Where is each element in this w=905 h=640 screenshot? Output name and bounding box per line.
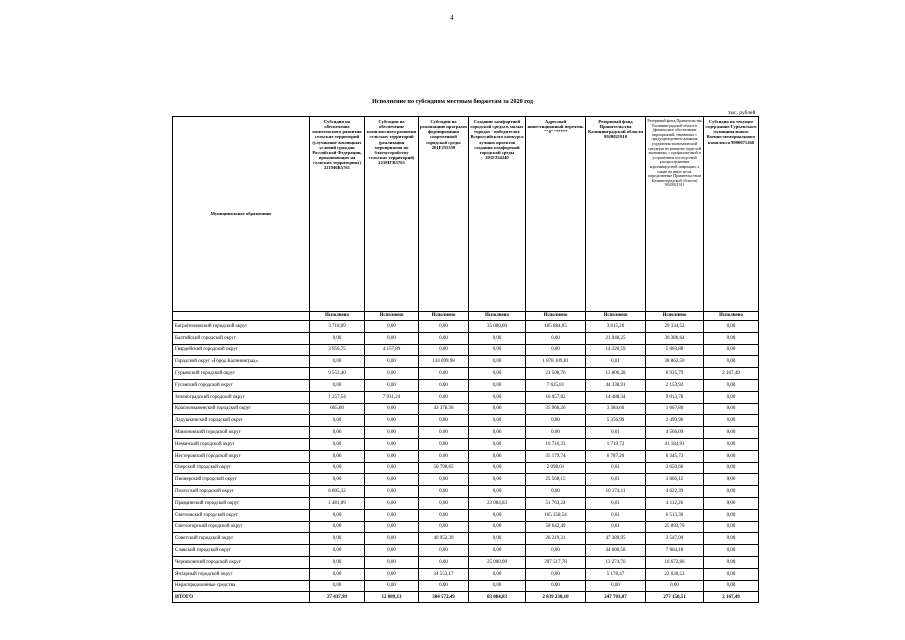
table-cell: 16 057,82 (526, 391, 586, 403)
municipality-name: Нестеровский городской округ (173, 450, 310, 462)
table-cell: 30 386,64 (646, 332, 704, 344)
header-row (173, 117, 759, 312)
subheader-cell: Исполнено (365, 312, 419, 321)
table-row (173, 545, 759, 557)
table-row (173, 533, 759, 545)
table-cell: 165 358,54 (526, 509, 586, 521)
table-cell: 0,00 (310, 427, 365, 439)
table-cell: 0,00 (469, 474, 526, 486)
subsidy-table (172, 116, 759, 603)
table-cell: 0,00 (646, 580, 704, 592)
total-cell: 27 437,99 (310, 592, 365, 603)
table-cell: 34 553,17 (419, 568, 469, 580)
table-cell: 0,00 (586, 580, 646, 592)
municipality-name: Городской округ «Город Калининград» (173, 356, 310, 368)
table-cell: 0,00 (365, 533, 419, 545)
municipality-name: Черняховский городской округ (173, 556, 310, 568)
table-cell: 3 384,66 (586, 403, 646, 415)
table-cell: 3 956,75 (310, 344, 365, 356)
municipality-name: Полесский городской округ (173, 486, 310, 498)
municipality-name: Гвардейский городской округ (173, 344, 310, 356)
table-cell: 0,00 (365, 415, 419, 427)
table-cell: 0,00 (704, 556, 759, 568)
table-row (173, 521, 759, 533)
table-cell: 0,00 (310, 462, 365, 474)
table-cell: 0,00 (704, 450, 759, 462)
table-cell: 0,00 (704, 438, 759, 450)
table-cell: 0,00 (419, 332, 469, 344)
total-cell: 247 703,07 (586, 592, 646, 603)
table-row (173, 462, 759, 474)
municipality-name: Правдинский городской округ (173, 497, 310, 509)
table-row (173, 438, 759, 450)
table-cell: 0,00 (704, 474, 759, 486)
table-cell: 0,01 (586, 356, 646, 368)
table-cell: 0,00 (365, 580, 419, 592)
table-cell: 0,00 (310, 450, 365, 462)
table-cell: 0,01 (586, 521, 646, 533)
table-row (173, 474, 759, 486)
table-cell: 0,00 (419, 415, 469, 427)
total-cell: 12 089,13 (365, 592, 419, 603)
table-cell: 0,00 (365, 438, 419, 450)
table-row (173, 497, 759, 509)
table-cell: 0,00 (469, 344, 526, 356)
table-cell: 44 338,91 (586, 379, 646, 391)
table-cell: 0,00 (526, 580, 586, 592)
table-cell: 0,00 (526, 415, 586, 427)
table-cell: 6 805,32 (310, 486, 365, 498)
table-cell: 1 067,80 (646, 403, 704, 415)
table-cell: 0,00 (704, 497, 759, 509)
table-cell: 0,00 (419, 509, 469, 521)
table-cell: 0,00 (526, 545, 586, 557)
total-cell: 83 084,83 (469, 592, 526, 603)
table-cell: 16 716,33 (526, 438, 586, 450)
table-cell: 0,00 (704, 356, 759, 368)
table-cell: 58 642,49 (526, 521, 586, 533)
table-cell: 4 112,26 (646, 497, 704, 509)
table-cell: 0,01 (586, 509, 646, 521)
table-cell: 9 553,40 (310, 368, 365, 380)
table-cell: 0,00 (526, 427, 586, 439)
table-cell: 5 178,47 (586, 568, 646, 580)
table-cell: 3 866,12 (646, 474, 704, 486)
table-body (173, 321, 759, 592)
table-cell: 44 000,58 (586, 545, 646, 557)
municipality-name: Озерский городской округ (173, 462, 310, 474)
table-row (173, 379, 759, 391)
table-cell: 0,00 (419, 344, 469, 356)
table-cell: 0,00 (469, 403, 526, 415)
table-cell: 0,01 (586, 462, 646, 474)
total-row (173, 592, 759, 603)
table-cell: 0,00 (526, 486, 586, 498)
table-cell: 0,00 (310, 332, 365, 344)
table-row (173, 321, 759, 333)
table-cell: 3 650,66 (646, 462, 704, 474)
table-cell: 47 389,95 (586, 533, 646, 545)
table-cell: 0,01 (586, 474, 646, 486)
table-row (173, 332, 759, 344)
table-cell: 21 048,25 (586, 332, 646, 344)
table-cell: 10 672,86 (646, 556, 704, 568)
table-cell: 0,00 (365, 545, 419, 557)
table-cell: 0,00 (310, 568, 365, 580)
column-header: Резервный фонд Правительства Калининградской области (финансовое обеспечение мероприятий, связанных с предупреждением влияния ухудшения экономической ситуации на развитие отраслей экономики, с профилактикой и устранением последствий распространения коронавирусной инфекции, а также на иные цели, определенные Правительством Калининградской области) 9920021911 (646, 117, 704, 312)
total-cell: 2 167,49 (704, 592, 759, 603)
table-cell: 0,00 (419, 438, 469, 450)
column-header: Резервный фонд Правительства Калининградской области 9920021910 (586, 117, 646, 312)
table-cell: 0,00 (310, 556, 365, 568)
table-cell: 50 798,65 (419, 462, 469, 474)
table-cell: 38 862,50 (646, 356, 704, 368)
table-row (173, 391, 759, 403)
municipality-name: Неманский городской округ (173, 438, 310, 450)
table-cell: 2 167,49 (704, 368, 759, 380)
table-cell: 13 806,28 (586, 368, 646, 380)
table-cell: 0,00 (704, 379, 759, 391)
table-row (173, 450, 759, 462)
table-cell: 6 345,73 (646, 450, 704, 462)
table-cell: 0,00 (704, 533, 759, 545)
subheader-row (173, 312, 759, 321)
table-cell: 2 547,00 (646, 533, 704, 545)
municipality-name: Гурьевский городской округ (173, 368, 310, 380)
table-cell: 25 000,00 (469, 556, 526, 568)
table-cell: 0,00 (469, 379, 526, 391)
column-header: Субсидия на текущее содержание Гурьевского муниципального Военно-мемориального комплекса 9990071260 (704, 117, 759, 312)
table-cell: 0,00 (704, 486, 759, 498)
subheader-cell: Исполнено (586, 312, 646, 321)
table-cell: 0,00 (310, 379, 365, 391)
municipality-name: Славский городской округ (173, 545, 310, 557)
table-row (173, 403, 759, 415)
table-cell: 0,00 (419, 521, 469, 533)
table-row (173, 486, 759, 498)
table-cell: 1 878 109,81 (526, 356, 586, 368)
municipality-name: Пионерский городской округ (173, 474, 310, 486)
column-header: Субсидии на обеспечение комплексного развития сельских территорий (реализация мероприятия по благоустройству сельских территорий) 223МГR5763 (365, 117, 419, 312)
municipality-name: Советский городской округ (173, 533, 310, 545)
table-cell: 6 787,20 (586, 450, 646, 462)
table-cell: 0,00 (704, 521, 759, 533)
table-cell: 0,00 (419, 450, 469, 462)
table-cell: 7 931,24 (365, 391, 419, 403)
table-cell: 29 334,52 (646, 321, 704, 333)
table-cell: 0,00 (469, 415, 526, 427)
municipality-name: Светловский городской округ (173, 509, 310, 521)
table-cell: 0,00 (704, 321, 759, 333)
table-cell: 0,00 (310, 533, 365, 545)
table-cell: 0,00 (310, 580, 365, 592)
table-row (173, 568, 759, 580)
table-cell: 0,00 (419, 379, 469, 391)
table-cell: 0,00 (704, 462, 759, 474)
table-cell: 0,00 (310, 509, 365, 521)
table-cell: 0,00 (365, 521, 419, 533)
table-cell: 0,00 (419, 391, 469, 403)
table-cell: 0,00 (310, 545, 365, 557)
subheader-cell: Исполнено (526, 312, 586, 321)
municipality-name: Зеленоградский городской округ (173, 391, 310, 403)
table-cell: 7 625,81 (526, 379, 586, 391)
table-cell: 2 098,01 (526, 462, 586, 474)
table-cell: 14 488,34 (586, 391, 646, 403)
table-cell: 13 274,76 (586, 556, 646, 568)
table-cell: 0,00 (469, 391, 526, 403)
table-cell: 0,00 (365, 509, 419, 521)
table-cell: 0,00 (469, 580, 526, 592)
municipality-name: Гусевский городской округ (173, 379, 310, 391)
table-cell: 6 513,30 (646, 509, 704, 521)
column-header: Субсидии на обеспечение комплексного развития сельских территорий (улучшение жилищных условий граждан Российской Федерации, проживающих на сельских территориях) 221М6R5761 (310, 117, 365, 312)
table-cell: 0,00 (419, 474, 469, 486)
table-cell: 0,00 (310, 521, 365, 533)
table-cell: 3 718,09 (310, 321, 365, 333)
table-cell: 0,00 (469, 332, 526, 344)
units-label: тыс. рублей (728, 110, 756, 116)
subheader-cell: Исполнено (419, 312, 469, 321)
table-cell: 105 884,05 (526, 321, 586, 333)
subheader-cell: Исполнено (469, 312, 526, 321)
table-cell: 0,00 (704, 568, 759, 580)
total-cell: 277 150,51 (646, 592, 704, 603)
table-cell: 0,00 (365, 556, 419, 568)
table-cell: 0,00 (365, 427, 419, 439)
table-cell: 1 257,54 (310, 391, 365, 403)
table-cell: 8 935,79 (646, 368, 704, 380)
table-cell: 0,00 (704, 427, 759, 439)
table-cell: 2 153,92 (646, 379, 704, 391)
table-row (173, 415, 759, 427)
table-cell: 0,00 (365, 403, 419, 415)
municipality-name: Янтарный городской округ (173, 568, 310, 580)
table-cell: 0,00 (365, 368, 419, 380)
table-row (173, 427, 759, 439)
table-cell: 0,00 (310, 474, 365, 486)
table-cell: 0,00 (704, 545, 759, 557)
table-cell: 0,00 (469, 356, 526, 368)
table-cell: 4 566,09 (646, 427, 704, 439)
document-title: Исполнение по субсидиям местным бюджетам за 2020 год (372, 98, 533, 105)
table-row (173, 344, 759, 356)
table-cell: 2 499,96 (646, 415, 704, 427)
municipality-name: Мамоновский городской округ (173, 427, 310, 439)
table-cell: 0,00 (469, 368, 526, 380)
column-header: Адресный инвестиционный перечень ""0""***** (526, 117, 586, 312)
table-cell: 0,00 (365, 332, 419, 344)
table-cell: 0,00 (469, 509, 526, 521)
table-cell: 9 013,78 (646, 391, 704, 403)
total-cell: 304 572,49 (419, 592, 469, 603)
municipality-name: Светлогорский городской округ (173, 521, 310, 533)
table-cell: 0,00 (469, 450, 526, 462)
table-cell: 5 356,99 (586, 415, 646, 427)
table-cell: 0,00 (704, 509, 759, 521)
table-cell: 51 763,24 (526, 497, 586, 509)
municipality-name: Краснознаменский городской округ (173, 403, 310, 415)
table-row (173, 556, 759, 568)
table-cell: 0,00 (365, 568, 419, 580)
total-label: ИТОГО (173, 592, 310, 603)
table-cell: 0,00 (469, 521, 526, 533)
table-cell: 0,00 (310, 356, 365, 368)
table-cell: 22 030,53 (646, 568, 704, 580)
table-cell: 0,00 (365, 321, 419, 333)
table-cell: 0,00 (469, 486, 526, 498)
table-cell: 397 517,78 (526, 556, 586, 568)
total-cell: 2 839 230,10 (526, 592, 586, 603)
table-cell: 26 219,31 (526, 533, 586, 545)
table-cell: 1 481,89 (310, 497, 365, 509)
table-cell: 5 003,88 (646, 344, 704, 356)
table-cell: 4 622,39 (646, 486, 704, 498)
table-cell: 25 568,15 (526, 474, 586, 486)
table-cell: 0,00 (419, 556, 469, 568)
subheader-cell: Исполнено (310, 312, 365, 321)
table-cell: 0,00 (469, 545, 526, 557)
table-cell: 0,00 (365, 450, 419, 462)
table-cell: 41 184,91 (646, 438, 704, 450)
table-cell: 0,01 (586, 427, 646, 439)
table-cell: 0,00 (419, 580, 469, 592)
subheader-empty (173, 312, 310, 321)
table-cell: 35 000,00 (469, 321, 526, 333)
table-cell: 0,00 (419, 321, 469, 333)
table-cell: 0,00 (419, 486, 469, 498)
table-row (173, 368, 759, 380)
table-cell: 0,00 (704, 580, 759, 592)
municipality-name: Балтийский городской округ (173, 332, 310, 344)
table-cell: 0,00 (365, 356, 419, 368)
table-cell: 0,00 (704, 415, 759, 427)
column-header: Субсидии на реализацию программ формирования современной городской среды 201F255550 (419, 117, 469, 312)
municipality-name: Багратионовский городской округ (173, 321, 310, 333)
column-header: Создание комфортной городской среды в малых городах - победителях Всероссийского конкурса лучших проектов создания комфортной городской среды 201F254240 (469, 117, 526, 312)
table-cell: 0,00 (310, 415, 365, 427)
table-cell: 0,00 (365, 379, 419, 391)
table-cell: 43 378,30 (419, 403, 469, 415)
table-cell: 0,00 (469, 533, 526, 545)
table-cell: 0,00 (419, 427, 469, 439)
table-row (173, 509, 759, 521)
table-cell: 4 157,89 (365, 344, 419, 356)
table-cell: 0,00 (704, 391, 759, 403)
column-header: Муниципальное образование (173, 117, 310, 312)
table-cell: 21 508,76 (526, 368, 586, 380)
table-cell: 0,00 (704, 332, 759, 344)
table-cell: 0,01 (586, 497, 646, 509)
table-cell: 0,00 (365, 497, 419, 509)
table-cell: 0,00 (704, 344, 759, 356)
table-cell: 40 952,39 (419, 533, 469, 545)
table-cell: 0,00 (469, 438, 526, 450)
table-cell: 0,00 (365, 474, 419, 486)
table-cell: 35 179,74 (526, 450, 586, 462)
table-cell: 0,00 (419, 497, 469, 509)
table-cell: 14 220,59 (586, 344, 646, 356)
table-cell: 0,00 (419, 545, 469, 557)
table-cell: 0,00 (469, 462, 526, 474)
table-cell: 0,00 (526, 332, 586, 344)
table-cell: 134 099,98 (419, 356, 469, 368)
table-cell: 3 015,26 (586, 321, 646, 333)
table-cell: 7 864,18 (646, 545, 704, 557)
table-cell: 0,00 (310, 438, 365, 450)
table-cell: 0,00 (526, 344, 586, 356)
table-cell: 0,00 (704, 403, 759, 415)
table-cell: 25 893,70 (646, 521, 704, 533)
table-cell: 35 960,26 (526, 403, 586, 415)
table-cell: 23 084,83 (469, 497, 526, 509)
table-cell: 0,00 (365, 486, 419, 498)
table-cell: 665,00 (310, 403, 365, 415)
table-cell: 0,00 (469, 427, 526, 439)
table-cell: 0,00 (419, 368, 469, 380)
table-cell: 10 174,11 (586, 486, 646, 498)
municipality-name: Ладушкинский городской округ (173, 415, 310, 427)
table-row (173, 356, 759, 368)
table-cell: 0,00 (469, 568, 526, 580)
page-number: 4 (450, 14, 454, 22)
municipality-name: Нераспределенные средства (173, 580, 310, 592)
subheader-cell: Исполнено (704, 312, 759, 321)
table-cell: 0,00 (526, 568, 586, 580)
table-cell: 0,00 (365, 462, 419, 474)
table-cell: 1 719,73 (586, 438, 646, 450)
subheader-cell: Исполнено (646, 312, 704, 321)
table-row (173, 580, 759, 592)
